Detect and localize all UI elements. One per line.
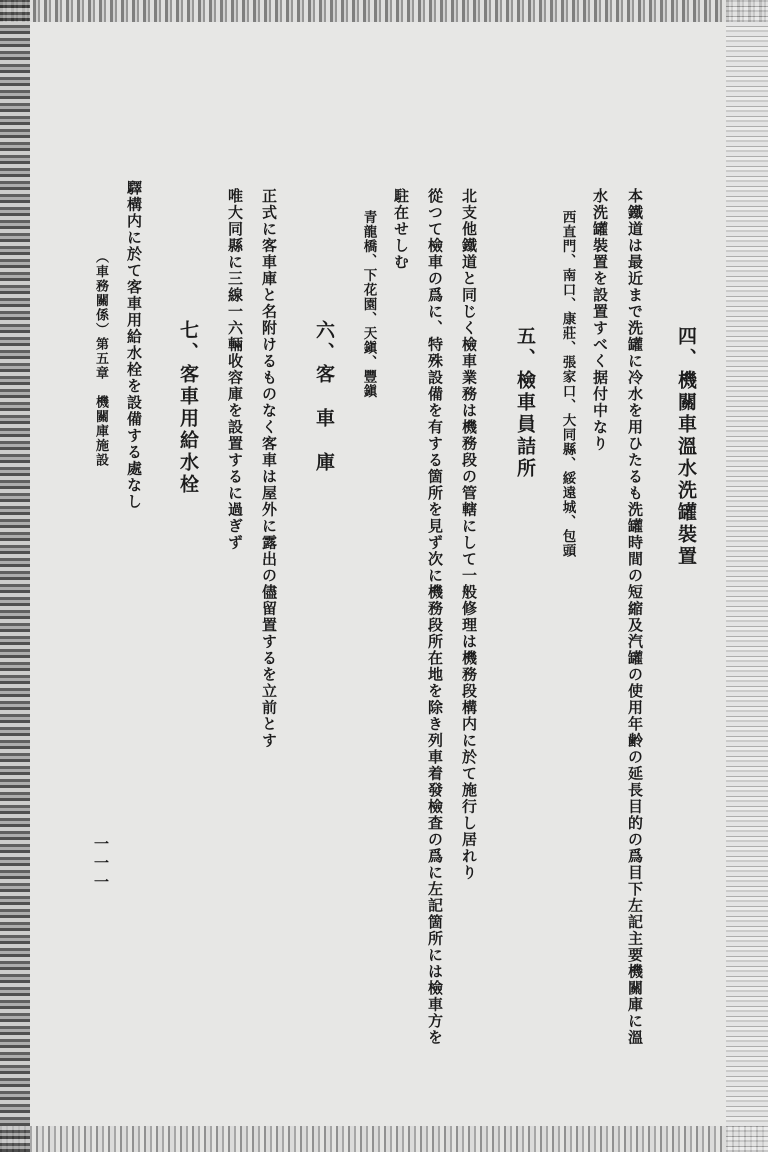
section-5-heading: 五、檢車員詰所 — [514, 326, 536, 480]
scan-edge-top — [0, 0, 768, 22]
section-7-heading: 七、客車用給水栓 — [177, 320, 199, 496]
section-4-paragraph-2: 水洗罐裝置を設置すべく据付中なり — [591, 188, 609, 452]
section-5-paragraph-3: 駐在せしむ — [392, 188, 410, 271]
section-6-paragraph-1: 正式に客車庫と名附けるものなく客車は屋外に露出の儘留置するを立前とす — [260, 188, 278, 749]
scan-edge-bottom — [0, 1126, 768, 1152]
page-number: 一一一 — [92, 836, 110, 893]
section-4-station-list: 西直門、南口、康莊、張家口、大同縣、綏遠城、包頭 — [559, 210, 576, 558]
scan-edge-right — [726, 0, 768, 1152]
section-7-paragraph-1: 驛構内に於て客車用給水栓を設備する處なし — [125, 180, 143, 510]
section-5-station-list: 青龍橋、下花園、天鎭、豐鎭 — [360, 210, 377, 399]
section-6-paragraph-2: 唯大同縣に三線一六輛收容庫を設置するに過ぎず — [226, 188, 244, 551]
running-footer: （車務關係）第五章 機關庫施設 — [93, 250, 108, 468]
section-6-heading: 六、客 車 庫 — [313, 320, 335, 474]
section-5-paragraph-2: 從つて檢車の爲に、特殊設備を有する箇所を見ず次に機務段所在地を除き列車着發檢査の爲に左記箇所には檢車方を — [426, 188, 444, 1046]
section-5-paragraph-1: 北支他鐵道と同じく檢車業務は機務段の管轄にして一般修理は機務段構内に於て施行し居れり — [460, 188, 478, 881]
section-4-paragraph-1: 本鐵道は最近まで洗罐に冷水を用ひたるも洗罐時間の短縮及汽罐の使用年齢の延長目的の爲目下左記主要機關庫に溫 — [626, 188, 644, 1046]
scan-edge-left — [0, 0, 30, 1152]
section-4-heading: 四、機關車溫水洗罐裝置 — [675, 326, 697, 568]
